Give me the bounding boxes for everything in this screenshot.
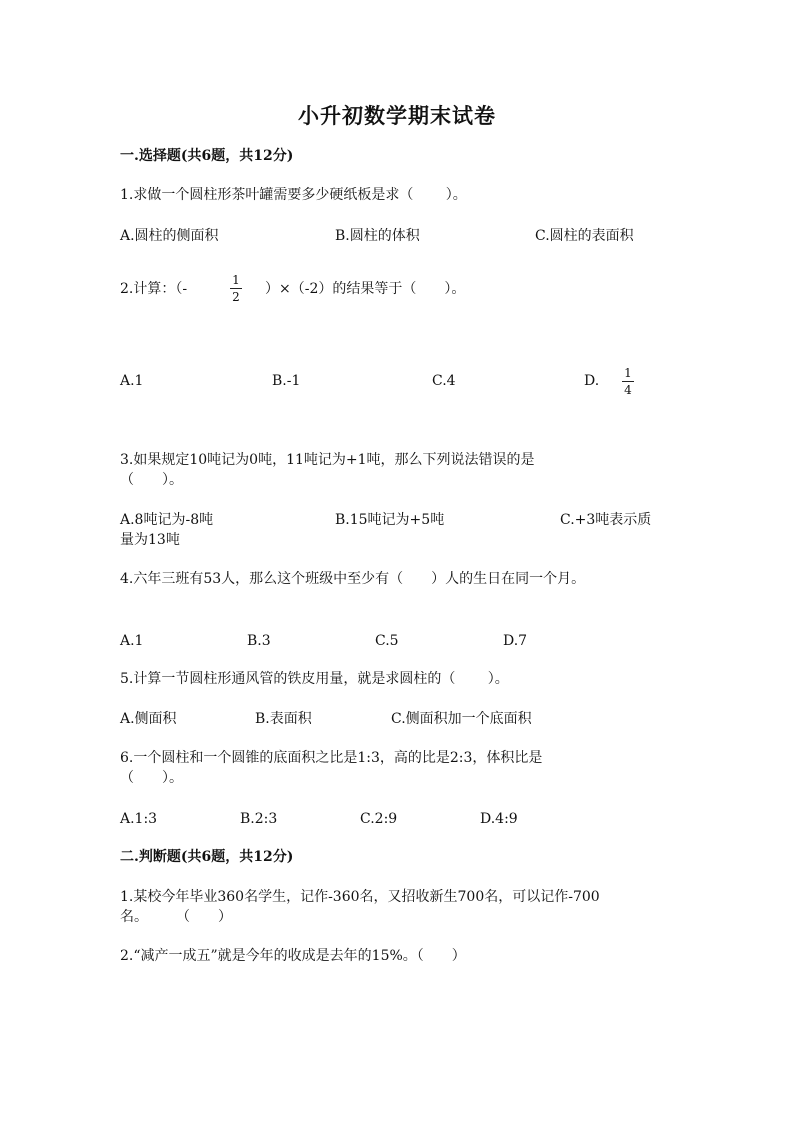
question-3-stem-line1: 3.如果规定10吨记为0吨，11吨记为+1吨，那么下列说法错误的是: [120, 452, 535, 468]
question-3-option-a: A.8吨记为-8吨: [120, 512, 214, 528]
question-1-stem: 1.求做一个圆柱形茶叶罐需要多少硬纸板是求（ ）。: [120, 187, 467, 203]
question-2-option-a: A.1: [120, 373, 144, 389]
question-5-option-b: B.表面积: [255, 711, 312, 727]
question-2-fraction-denominator: 2: [232, 290, 240, 304]
question-1-option-a: A.圆柱的侧面积: [120, 228, 219, 244]
question-6-option-c: C.2:9: [360, 811, 398, 827]
section-heading-judgement: 二.判断题(共6题，共12分): [120, 849, 294, 865]
question-4-option-a: A.1: [120, 633, 144, 649]
option-d-fraction-denominator: 4: [624, 383, 632, 397]
question-4-option-d: D.7: [503, 633, 528, 649]
question-3-option-c: C.+3吨表示质: [560, 512, 652, 528]
question-2-option-d-fraction: [622, 366, 634, 397]
question-4-option-c: C.5: [375, 633, 399, 649]
question-5-option-a: A.侧面积: [120, 711, 177, 727]
judgement-1-line2: 名。 （ ）: [120, 909, 232, 925]
judgement-1-line1: 1.某校今年毕业360名学生，记作-360名，又招收新生700名，可以记作-700: [120, 889, 600, 905]
page-title: 小升初数学期末试卷: [298, 103, 496, 128]
fraction-bar: [230, 288, 242, 289]
question-6-option-d: D.4:9: [480, 811, 518, 827]
question-5-option-c: C.侧面积加一个底面积: [391, 711, 532, 727]
question-6-stem-line1: 6.一个圆柱和一个圆锥的底面积之比是1:3，高的比是2:3，体积比是: [120, 750, 543, 766]
question-5-stem: 5.计算一节圆柱形通风管的铁皮用量，就是求圆柱的（ ）。: [120, 671, 509, 687]
section-heading-choice: 一.选择题(共6题，共12分): [120, 148, 294, 164]
question-6-option-b: B.2:3: [240, 811, 278, 827]
question-1-option-c: C.圆柱的表面积: [535, 228, 634, 244]
option-d-fraction-numerator: 1: [624, 366, 632, 380]
question-2-fraction: [230, 273, 242, 304]
question-1-option-b: B.圆柱的体积: [335, 228, 420, 244]
question-2-option-d: D.: [584, 373, 600, 389]
question-6-option-a: A.1:3: [120, 811, 158, 827]
question-3-option-b: B.15吨记为+5吨: [335, 512, 445, 528]
question-2-fraction-numerator: 1: [232, 273, 240, 287]
question-3-option-c-wrap: 量为13吨: [120, 532, 180, 548]
question-4-option-b: B.3: [247, 633, 271, 649]
question-2-option-b: B.-1: [272, 373, 301, 389]
question-2-stem-pre: 2.计算：（-: [120, 281, 188, 297]
question-3-stem-line2: （ ）。: [120, 472, 183, 488]
fraction-bar: [622, 381, 634, 382]
question-2-option-c: C.4: [432, 373, 456, 389]
question-6-stem-line2: （ ）。: [120, 770, 183, 786]
judgement-2-stem: 2.“减产一成五”就是今年的收成是去年的15%。（ ）: [120, 948, 466, 964]
question-4-stem: 4.六年三班有53人，那么这个班级中至少有（ ）人的生日在同一个月。: [120, 571, 586, 587]
question-2-stem-post: ）×（-2）的结果等于（ ）。: [265, 281, 466, 297]
